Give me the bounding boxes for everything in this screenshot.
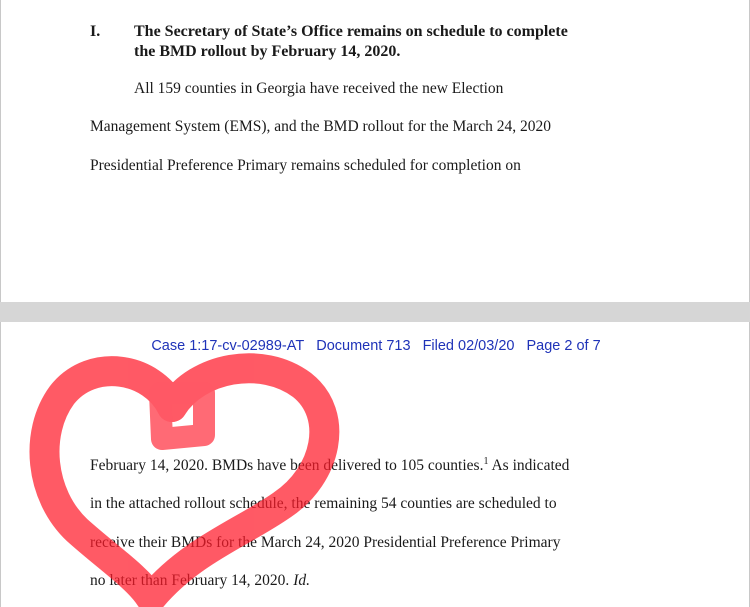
citation-id: Id. (293, 572, 310, 589)
paragraph-line (90, 456, 569, 476)
paragraph-line: Presidential Preference Primary remains scheduled for completion on (90, 157, 521, 174)
section-title-line-2: the BMD rollout by February 14, 2020. (134, 43, 401, 60)
paragraph-line (90, 571, 310, 591)
case-number: Case 1:17-cv-02989-AT (151, 338, 305, 354)
case-header (1, 338, 750, 354)
document-page-2 (0, 322, 750, 607)
page-gap (0, 302, 750, 322)
document-number: Document 713 (316, 338, 411, 354)
section-number: I. (90, 23, 101, 40)
line-text: no later than February 14, 2020. (90, 572, 294, 589)
footnote-reference[interactable]: 1 (483, 456, 489, 467)
section-title-line-1: The Secretary of State’s Office remains on schedule to complete (134, 23, 568, 40)
line-text: February 14, 2020. BMDs have been delivered to 105 counties. (90, 457, 484, 474)
paragraph-line: All 159 counties in Georgia have received the new Election (134, 80, 504, 97)
paragraph-line: in the attached rollout schedule, the remaining 54 counties are scheduled to (90, 495, 557, 512)
page-indicator: Page 2 of 7 (526, 338, 601, 354)
document-page-1 (0, 0, 750, 302)
section-title (134, 22, 694, 62)
line-text: As indicated (488, 457, 570, 474)
filed-date: Filed 02/03/20 (422, 338, 515, 354)
paragraph-line: Management System (EMS), and the BMD rollout for the March 24, 2020 (90, 118, 552, 135)
paragraph-line: receive their BMDs for the March 24, 2020 Presidential Preference Primary (90, 534, 561, 551)
